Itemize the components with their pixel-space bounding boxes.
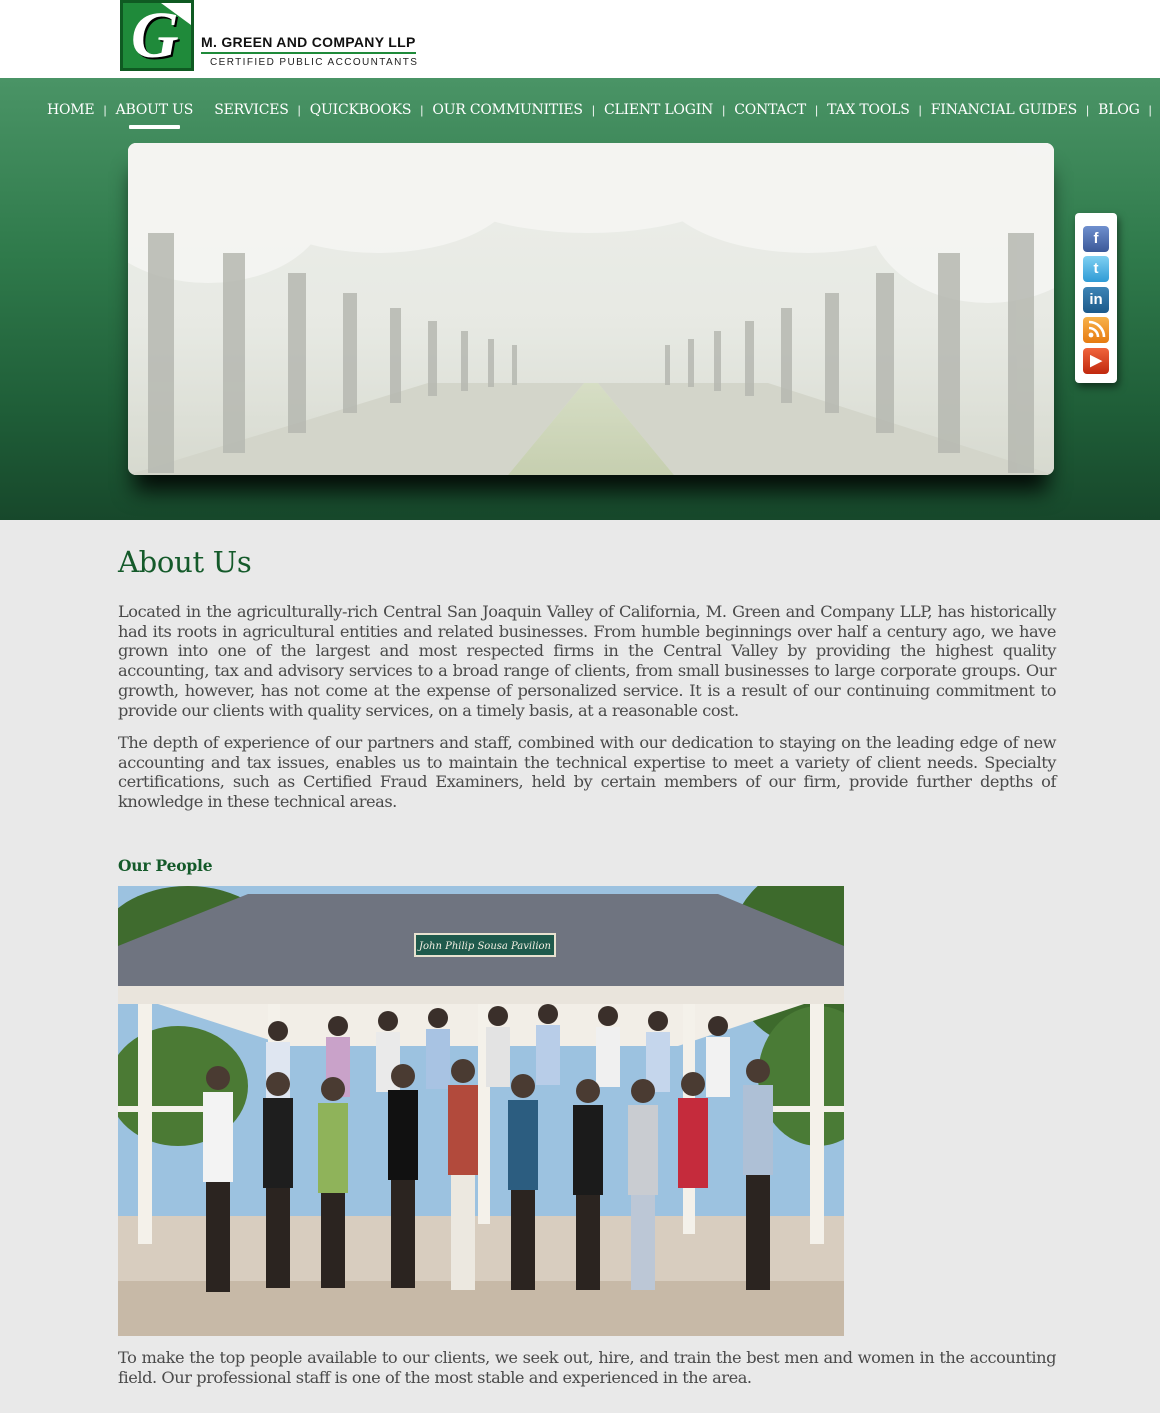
- nav-separator: |: [103, 103, 107, 117]
- logo-tagline: CERTIFIED PUBLIC ACCOUNTANTS: [210, 57, 419, 68]
- hero-image: [128, 143, 1054, 475]
- company-logo[interactable]: [120, 0, 420, 72]
- nav-separator: |: [297, 103, 301, 117]
- nav-separator: |: [814, 103, 819, 117]
- rss-icon[interactable]: [1083, 317, 1109, 343]
- orchard-image: [128, 143, 1054, 475]
- our-people-paragraph: To make the top people available to our clients, we seek out, hire, and train the best men and women in the accounting field. Our professional staff is one of the most stable and experienced in the area.: [118, 1348, 1056, 1387]
- site-header: [0, 0, 1160, 78]
- logo-divider: [201, 52, 416, 54]
- nav-separator: |: [918, 103, 922, 117]
- nav-item-our-communities[interactable]: OUR COMMUNITIES: [432, 102, 583, 118]
- main-nav: [47, 100, 1160, 120]
- nav-item-blog[interactable]: BLOG: [1098, 102, 1140, 118]
- nav-item-home[interactable]: HOME: [47, 102, 95, 118]
- nav-item-tax-tools[interactable]: TAX TOOLS: [827, 102, 910, 118]
- nav-item-client-login[interactable]: CLIENT LOGIN: [603, 102, 714, 118]
- nav-item-about-us[interactable]: ABOUT US: [115, 102, 194, 118]
- about-paragraph-1: Located in the agriculturally-rich Central San Joaquin Valley of California, M. Green and Company LLP, has historically had its roots in agricultural entities and related businesses. From humble beginnings over half a century ago, we have grown into one of the largest and most respected firms in the Central Valley by providing the highest quality accounting, tax and advisory services to a broad range of clients, from small businesses to large corporate groups. Our growth, however, has not come at the expense of personalized service. It is a result of our continuing commitment to provide our clients with quality services, on a timely basis, at a reasonable cost.: [118, 602, 1056, 720]
- pavilion-sign-text: John Philip Sousa Pavilion: [419, 941, 551, 952]
- logo-letter: G: [131, 0, 179, 72]
- about-paragraph-2: The depth of experience of our partners and staff, combined with our dedication to staying on the leading edge of new accounting and tax issues, enables us to maintain the technical expertise to meet a variety of client needs. Specialty certifications, such as Certified Fraud Examiners, held by certain members of our firm, provide further depths of knowledge in these technical areas.: [118, 733, 1056, 812]
- main-content: [118, 540, 1056, 1387]
- twitter-icon[interactable]: t: [1083, 256, 1109, 282]
- facebook-icon[interactable]: f: [1083, 226, 1109, 252]
- team-photo-image: [118, 886, 844, 1336]
- nav-separator: |: [1148, 103, 1152, 117]
- nav-separator: |: [722, 103, 726, 117]
- nav-separator: |: [420, 103, 424, 117]
- nav-item-quickbooks[interactable]: QUICKBOOKS: [309, 102, 412, 118]
- team-photo: [118, 886, 844, 1336]
- nav-item-services[interactable]: SERVICES: [214, 102, 289, 118]
- hero-band: [0, 78, 1160, 520]
- nav-separator: |: [591, 103, 595, 117]
- nav-item-financial-guides[interactable]: FINANCIAL GUIDES: [930, 102, 1078, 118]
- nav-separator: |: [1086, 103, 1090, 117]
- youtube-icon[interactable]: ▶: [1083, 348, 1109, 374]
- social-bar: [1075, 213, 1117, 383]
- nav-item-contact[interactable]: CONTACT: [734, 102, 806, 118]
- page-title: About Us: [118, 545, 252, 579]
- logo-company-name: M. GREEN AND COMPANY LLP: [201, 34, 416, 50]
- linkedin-icon[interactable]: in: [1083, 287, 1109, 313]
- our-people-heading: Our People: [118, 856, 213, 875]
- logo-mark-icon: [120, 0, 194, 71]
